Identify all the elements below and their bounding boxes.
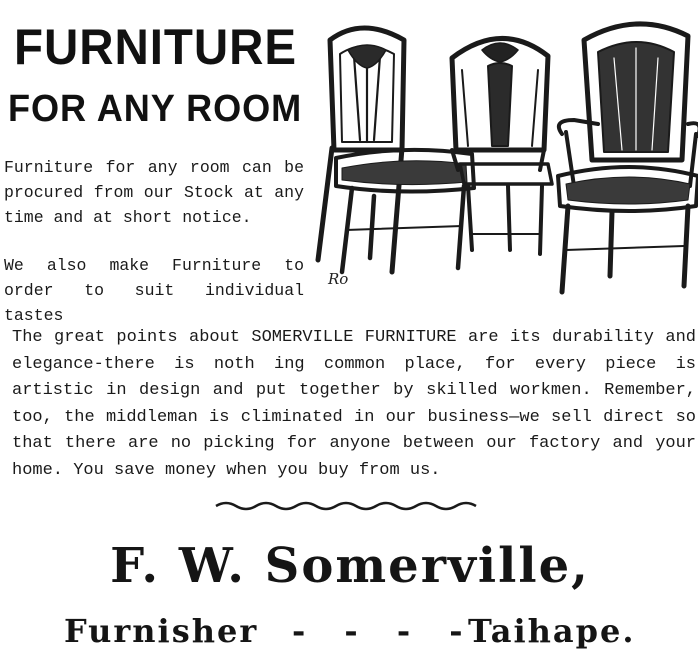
body-paragraph: The great points about SOMERVILLE FURNITURE are its durability and elegance-there is noth ing common place, for every piece is artistic in design and put together by skilled workmen. Remember, too, the middleman is climinated in our business—we sell direct so that there are no picking for anyone between our factory and your home. You save money when you buy from us. bbox=[12, 328, 696, 480]
town-label: Taihape. bbox=[468, 612, 636, 650]
headline-for-any-room: FOR ANY ROOM bbox=[8, 88, 303, 130]
trade-label: Furnisher bbox=[64, 612, 259, 650]
footer-line bbox=[0, 612, 700, 656]
chair-middle-image bbox=[452, 38, 552, 254]
intro-paragraph-stock: Furniture for any room can be procured from our Stock at any time and at short notice. bbox=[4, 158, 304, 227]
intro-paragraph-custom-order: We also make Furniture to order to suit individual tastes bbox=[4, 256, 304, 325]
chairs-illustration bbox=[312, 10, 698, 300]
headline-furniture: FURNITURE bbox=[14, 19, 297, 75]
illustrator-signature: Ro bbox=[328, 270, 349, 288]
chair-right-armchair-image bbox=[558, 24, 698, 292]
separator-dashes: - - - - bbox=[292, 612, 477, 650]
proprietor-name: F. W. Somerville, bbox=[110, 538, 590, 594]
wavy-divider bbox=[214, 498, 484, 514]
